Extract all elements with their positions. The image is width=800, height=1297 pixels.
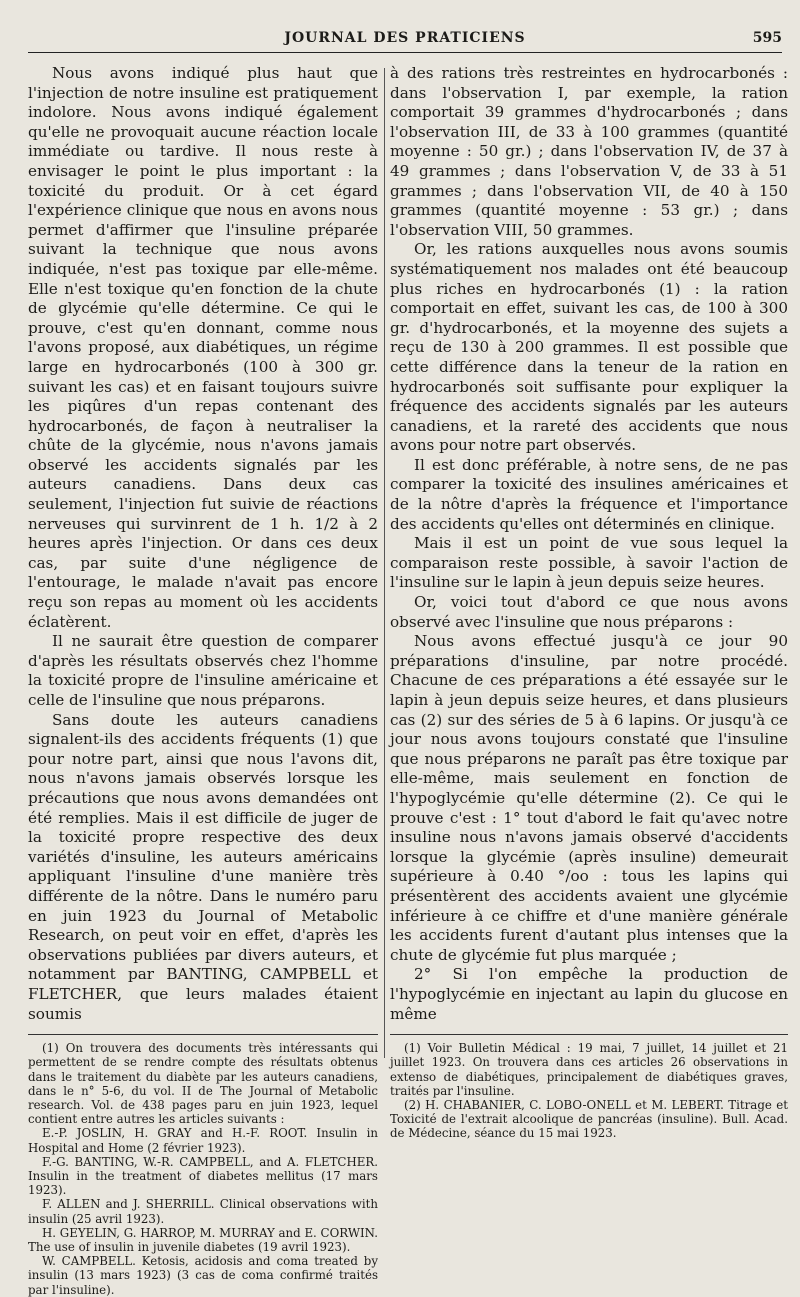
footnote-reference: H. GEYELIN, G. HARROP, M. MURRAY and E. CORWIN. The use of insulin in juvenile diabetes (19 avril 1923). — [28, 1225, 378, 1254]
body-paragraph: 2° Si l'on empêche la production de l'hypoglycémie en injectant au lapin du glucose en même — [390, 965, 788, 1023]
body-paragraph: Nous avons effectué jusqu'à ce jour 90 préparations d'insuline, par notre procédé. Chacune de ces préparations a été essayée sur le lapin à jeun depuis seize heures, et dans plusieurs cas (2) sur des séries de 5 à 6 lapins. Or jusqu'à ce jour nous avons toujours constaté que l'insuline que nous préparons ne paraît pas être toxique par elle-même, mais seulement en fonction de l'hypoglycémie qu'elle détermine (2). Ce qui le prouve c'est : 1° tout d'abord le fait qu'avec notre insuline nous n'avons jamais observé d'accidents lorsque la glycémie (après insuline) demeurait supérieure à 0.40 °/oo : tous les lapins qui présentèrent des accidents avaient une glycémie inférieure à ce chiffre et d'une manière générale les accidents furent d'autant plus intenses que la chute de glycémie fut plus marquée ; — [390, 632, 788, 964]
footnote-reference: F.-G. BANTING, W.-R. CAMPBELL, and A. FLETCHER. Insulin in the treatment of diabetes mellitus (17 mars 1923). — [28, 1154, 378, 1198]
column-divider — [384, 68, 385, 1058]
body-paragraph: Or, les rations auxquelles nous avons soumis systématiquement nos malades ont été beaucoup plus riches en hydrocarbonés (1) : la ration comportait en effet, suivant les cas, de 100 à 300 gr. d'hydrocarbonés, et la moyenne des sujets a reçu de 130 à 200 grammes. Il est possible que cette différence dans la teneur de la ration en hydrocarbonés soit suffisante pour expliquer la fréquence des accidents signalés par les auteurs canadiens, et la rareté des accidents que nous avons pour notre part observés. — [390, 240, 788, 455]
footnotes-right — [390, 1041, 788, 1140]
body-paragraph: Mais il est un point de vue sous lequel la comparaison reste possible, à savoir l'action de l'insuline sur le lapin à jeun depuis seize heures. — [390, 534, 788, 592]
page-header — [28, 28, 782, 53]
page-number: 595 — [752, 30, 782, 46]
body-paragraph: Nous avons indiqué plus haut que l'injection de notre insuline est pratiquement indolore. Nous avons indiqué également qu'elle ne provoquait aucune réaction locale immédiate ou tardive. Il nous reste à envisager le point le plus important : la toxicité du produit. Or à cet égard l'expérience clinique que nous en avons nous permet d'affirmer que l'insuline préparée suivant la technique que nous avons indiquée, n'est pas toxique par elle-même. Elle n'est toxique qu'en fonction de la chute de glycémie qu'elle détermine. Ce qui le prouve, c'est qu'en donnant, comme nous l'avons proposé, aux diabétiques, un régime large en hydrocarbonés (100 à 300 gr. suivant les cas) et en faisant toujours suivre les piqûres d'un repas contenant des hydrocarbonés, de façon à neutraliser la chûte de la glycémie, nous n'avons jamais observé les accidents signalés par les auteurs canadiens. Dans deux cas seulement, l'injection fut suivie de réactions nerveuses qui survinrent de 1 h. 1/2 à 2 heures après l'injection. Or dans ces deux cas, par suite d'une négligence de l'entourage, le malade n'avait pas encore reçu son repas au moment où les accidents éclatèrent. — [28, 64, 378, 631]
footnote: (1) Voir Bulletin Médical : 19 mai, 7 juillet, 14 juillet et 21 juillet 1923. On trouvera dans ces articles 26 observations in extenso de diabétiques, principalement de diabétiques graves, traités par l'insuline. — [390, 1041, 788, 1098]
body-paragraph: Or, voici tout d'abord ce que nous avons observé avec l'insuline que nous préparons : — [390, 593, 788, 631]
footnote-rule — [28, 1034, 378, 1035]
body-paragraph: à des rations très restreintes en hydrocarbonés : dans l'observation I, par exemple, la ration comportait 39 grammes d'hydrocarbonés ; dans l'observation III, de 33 à 100 grammes (quantité moyenne : 50 gr.) ; dans l'observation IV, de 37 à 49 grammes ; dans l'observation V, de 33 à 51 grammes ; dans l'observation VII, de 40 à 150 grammes (quantité moyenne : 53 gr.) ; dans l'observation VIII, 50 grammes. — [390, 64, 788, 239]
body-paragraph: Il ne saurait être question de comparer d'après les résultats observés chez l'homme la toxicité propre de l'insuline américaine et celle de l'insuline que nous préparons. — [28, 632, 378, 709]
footnote-reference: E.-P. JOSLIN, H. GRAY and H.-F. ROOT. Insulin in Hospital and Home (2 février 1923). — [28, 1126, 378, 1155]
body-paragraph: Il est donc préférable, à notre sens, de ne pas comparer la toxicité des insulines américaines et de la nôtre d'après la fréquence et l'importance des accidents qu'elles ont déterminés en clinique. — [390, 455, 788, 533]
footnotes-left — [28, 1041, 378, 1297]
right-column — [390, 64, 788, 1141]
footnote-reference: W. CAMPBELL. Ketosis, acidosis and coma treated by insulin (13 mars 1923) (3 cas de coma confirmé traités par l'insuline). — [28, 1254, 378, 1297]
footnote-reference: F. ALLEN and J. SHERRILL. Clinical observations with insulin (25 avril 1923). — [28, 1197, 378, 1226]
footnote: (2) H. CHABANIER, C. LOBO-ONELL et M. LEBERT. Titrage et Toxicité de l'extrait alcoolique de pancréas (insuline). Bull. Acad. de Médecine, séance du 15 mai 1923. — [390, 1097, 788, 1141]
footnote-rule — [390, 1034, 788, 1035]
running-title: JOURNAL DES PRATICIENS — [284, 30, 526, 46]
left-column — [28, 64, 378, 1297]
footnote: (1) On trouvera des documents très intéressants qui permettent de se rendre compte des résultats obtenus dans le traitement du diabète par les auteurs canadiens, dans le n° 5-6, du vol. II de The Journal of Metabolic research. Vol. de 438 pages paru en juin 1923, lequel contient entre autres les articles suivants : — [28, 1041, 378, 1127]
body-paragraph: Sans doute les auteurs canadiens signalent-ils des accidents fréquents (1) que pour notre part, ainsi que nous l'avons dit, nous n'avons jamais observés lorsque les précautions que nous avons demandées ont été remplies. Mais il est difficile de juger de la toxicité propre respective des deux variétés d'insuline, les auteurs américains appliquant l'insuline d'une manière très différente de la nôtre. Dans le numéro paru en juin 1923 du Journal of Metabolic Research, on peut voir en effet, d'après les observations publiées par divers auteurs, et notamment par BANTING, CAMPBELL et FLETCHER, que leurs malades étaient soumis — [28, 710, 378, 1023]
